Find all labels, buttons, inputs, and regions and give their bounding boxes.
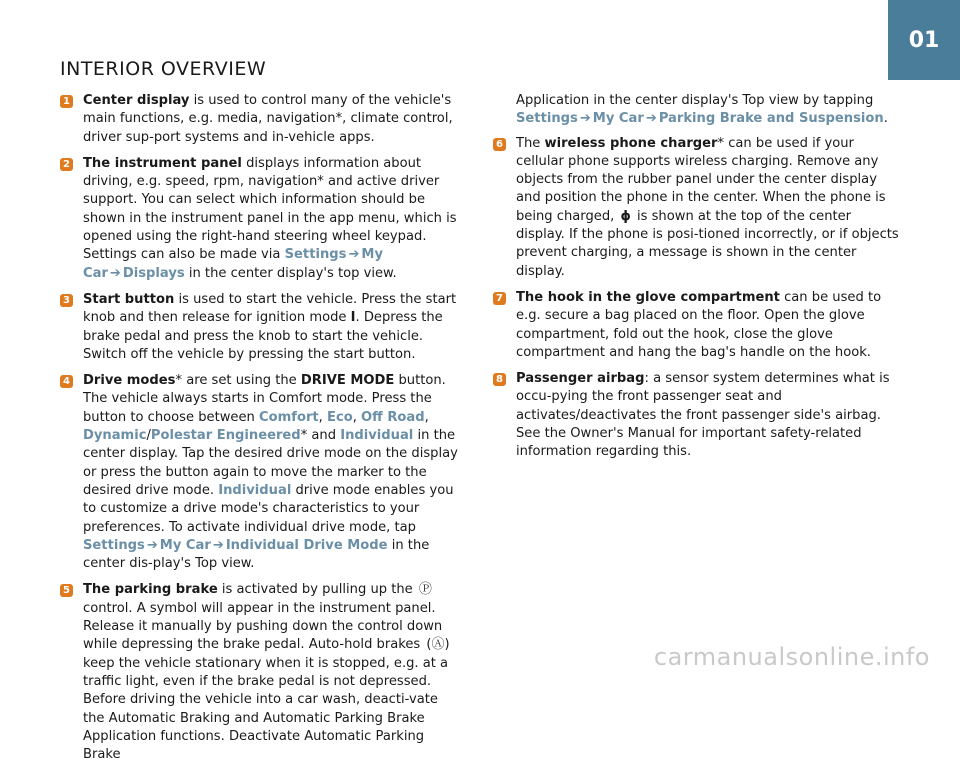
menu-path-my-car: My Car [159, 537, 211, 553]
item-text: . [883, 111, 888, 127]
item-text: * are set using the [175, 373, 301, 389]
item-text: * and [300, 428, 341, 444]
menu-path-individual-drive-mode: Individual Drive Mode [225, 537, 388, 553]
item-text: displays information about driving, e.g. speed, rpm, navigation* and active driver support. You can select which information should be shown in the instrument panel in the app menu, which is opened using the right-hand steering wheel keypad. Settings can also be made via [83, 155, 457, 263]
wireless-charging-icon: ϕ [620, 208, 631, 224]
separator: / [146, 428, 151, 444]
menu-path-settings: Settings [284, 247, 347, 263]
item-term: Passenger airbag [516, 371, 645, 387]
item-text: can be used to e.g. secure a bag placed on the floor. Open the glove compartment, fold out the hook, close the glove compartment and hang the bag's handle on the hook. [516, 289, 882, 360]
item-number-badge: 1 [60, 95, 73, 108]
arrow-right-icon: ➔ [348, 247, 360, 263]
arrow-right-icon: ➔ [645, 111, 657, 127]
item-number-badge: 3 [60, 294, 73, 307]
item-number-badge: 5 [60, 584, 73, 597]
item-text: is used to start the vehicle. Press the start knob and then release for ignition mode [83, 291, 457, 326]
parking-brake-icon: Ⓟ [418, 582, 432, 598]
item-text: . Depress the brake pedal and press the knob to start the vehicle. Switch off the vehicle by pressing the start button. [83, 310, 443, 362]
item-text: * can be used if your cellular phone supports wireless charging. Remove any objects from the rubber panel under the center display and position the phone in the center. When the phone is being charged, [516, 135, 886, 224]
watermark: carmanualsonline.info [653, 643, 930, 671]
item-text: keep the vehicle stationary when it is stopped, e.g. at a traffic light, even if the brake pedal is not depressed. Before driving the vehicle into a car wash, deacti-vate the Automatic Braking and Automatic Parking Brake Application functions. Deactivate Automatic Parking Brake [83, 655, 449, 763]
menu-path-my-car: My Car [592, 111, 644, 127]
left-column [60, 92, 462, 772]
menu-path-my-car: My Car [83, 247, 383, 281]
list-item-3 [60, 291, 462, 364]
item-text: The [516, 135, 545, 151]
mode-eco: Eco [327, 409, 353, 425]
separator: , [424, 409, 429, 425]
ignition-mode-label: I [350, 310, 356, 326]
mode-comfort: Comfort [259, 409, 319, 425]
item-term: The parking brake [83, 582, 218, 598]
item-number-badge: 8 [493, 373, 506, 386]
item-text: control. A symbol will appear in the instrument panel. Release it manually by pushing down the control down while depressing the brake pedal. Auto-hold brakes [83, 600, 443, 653]
item-text: : a sensor system determines what is occu-pying the front passenger seat and activates/deactivates the front passenger side's airbag. See the Owner's Manual for important safety-related information regarding this. [516, 371, 890, 460]
item-text: Application in the center display's Top view by tapping [516, 93, 874, 108]
mode-polestar-engineered: Polestar Engineered [150, 428, 301, 444]
item-text: is activated by pulling up the [217, 582, 417, 598]
item-number-badge: 2 [60, 158, 73, 171]
item-number-badge: 7 [493, 292, 506, 305]
item-text: drive mode enables you to customize a drive mode's characteristics to your preferences. To activate individual drive mode, tap [83, 482, 454, 535]
arrow-right-icon: ➔ [579, 111, 591, 127]
separator: , [352, 409, 362, 425]
arrow-right-icon: ➔ [146, 537, 158, 553]
chapter-tab: 01 [888, 0, 960, 80]
list-item-1 [60, 92, 462, 147]
menu-path-displays: Displays [122, 265, 185, 281]
item-term: Drive modes [83, 373, 176, 389]
item-text: in the center display's top view. [184, 265, 397, 281]
arrow-right-icon: ➔ [109, 265, 121, 281]
item-text: button. The vehicle always starts in Comfort mode. Press the button to choose between [83, 373, 446, 425]
item-term: Start button [83, 291, 175, 307]
item-text: in the center dis-play's Top view. [83, 537, 430, 572]
arrow-right-icon: ➔ [212, 537, 224, 553]
item-term: The instrument panel [83, 155, 242, 171]
list-item-5 [60, 581, 462, 764]
right-column [493, 92, 901, 470]
item-text: is used to control many of the vehicle's main functions, e.g. media, navigation*, climate control, driver sup-port systems and in-vehicle apps. [83, 93, 453, 145]
list-item-7 [493, 289, 901, 362]
menu-path-settings: Settings [516, 111, 578, 127]
menu-path-settings: Settings [83, 537, 145, 553]
item-term: wireless phone charger [544, 135, 718, 151]
list-item-4 [60, 372, 462, 573]
item-number-badge: 4 [60, 375, 73, 388]
auto-hold-icon: (Ⓐ) [426, 637, 450, 653]
mode-individual: Individual [218, 482, 292, 498]
list-item-6 [493, 135, 901, 281]
list-item-5-continued [493, 92, 901, 129]
item-term: The hook in the glove compartment [516, 289, 780, 305]
item-term: Center display [83, 93, 190, 108]
drive-mode-button-label: DRIVE MODE [300, 373, 395, 389]
item-text: is shown at the top of the center display. If the phone is posi-tioned incorrectly, or if objects prevent charging, a message is shown in the center display. [516, 208, 899, 279]
separator: , [318, 409, 327, 425]
item-number-badge: 6 [493, 138, 506, 151]
list-item-8 [493, 370, 901, 461]
item-text: in the center display. Tap the desired drive mode on the display or press the button again to move the marker to the desired drive mode. [83, 428, 458, 498]
list-item-2 [60, 155, 462, 283]
mode-off-road: Off Road [361, 409, 425, 425]
menu-path-parking-brake-and-suspension: Parking Brake and Suspension [658, 111, 884, 127]
mode-dynamic: Dynamic [83, 428, 147, 444]
mode-individual: Individual [340, 428, 414, 444]
page-title: INTERIOR OVERVIEW [60, 58, 267, 80]
